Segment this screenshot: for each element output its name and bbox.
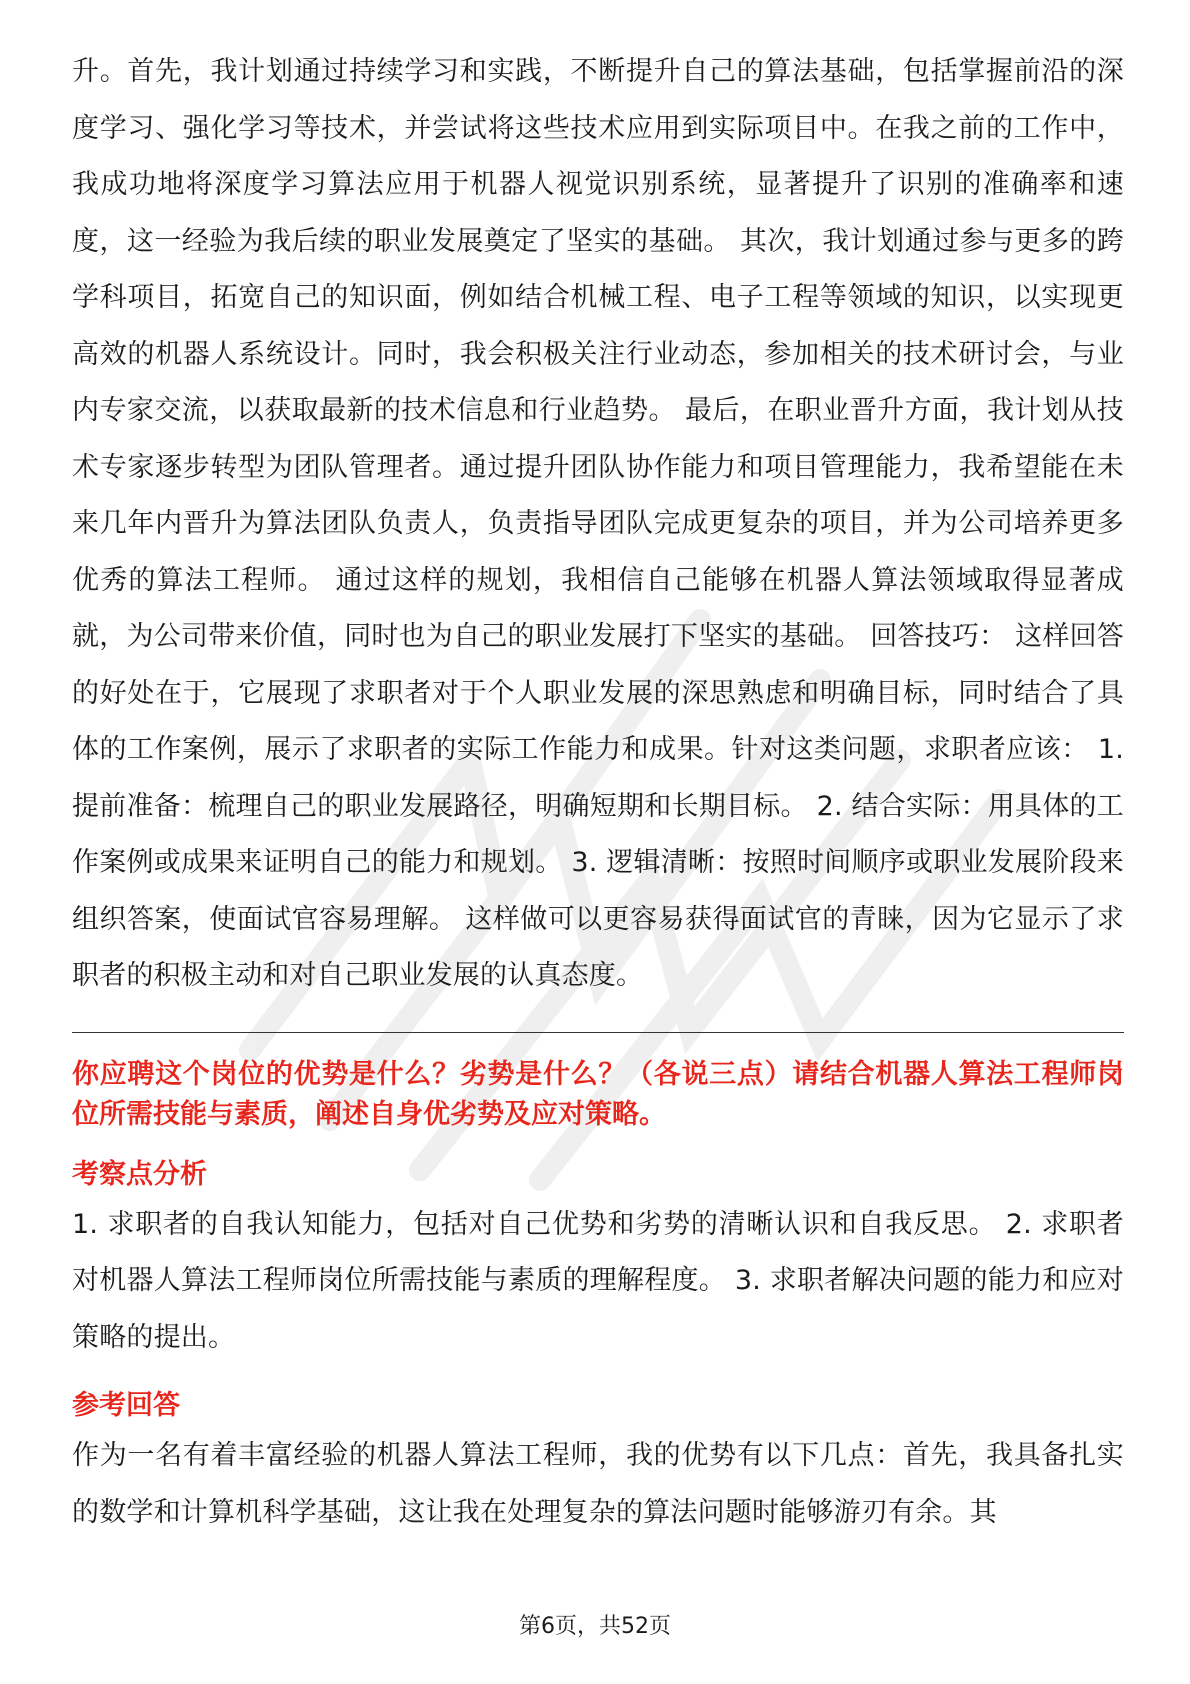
analysis-heading: 考察点分析 [72,1158,207,1190]
page-number: 第6页，共52页 [519,1614,671,1639]
answer-text: 作为一名有着丰富经验的机器人算法工程师，我的优势有以下几点：首先，我具备扎实的数学和计算机科学基础，这让我在处理复杂的算法问题时能够游刃有余。其 [72,1440,1124,1528]
analysis-text: 1. 求职者的自我认知能力，包括对自己优势和劣势的清晰认识和自我反思。 2. 求职者对机器人算法工程师岗位所需技能与素质的理解程度。 3. 求职者解决问题的能力和应对策略的提出。 [72,1208,1124,1353]
answer-heading: 参考回答 [72,1390,180,1421]
section-divider [72,1032,1124,1033]
question-title: 你应聘这个岗位的优势是什么？劣势是什么？（各说三点）请结合机器人算法工程师岗位所需技能与素质，阐述自身优劣势及应对策略。 [72,1058,1124,1130]
document-body [72,44,1124,1541]
previous-answer-continuation: 升。首先，我计划通过持续学习和实践，不断提升自己的算法基础，包括掌握前沿的深度学习、强化学习等技术，并尝试将这些技术应用到实际项目中。在我之前的工作中，我成功地将深度学习算法应用于机器人视觉识别系统，显著提升了识别的准确率和速度，这一经验为我后续的职业发展奠定了坚实的基础。 其次，我计划通过参与更多的跨学科项目，拓宽自己的知识面，例如结合机械工程、电子工程等领域的知识，以实现更高效的机器人系统设计。同时，我会积极关注行业动态，参加相关的技术研讨会，与业内专家交流，以获取最新的技术信息和行业趋势。 最后，在职业晋升方面，我计划从技术专家逐步转型为团队管理者。通过提升团队协作能力和项目管理能力，我希望能在未来几年内晋升为算法团队负责人，负责指导团队完成更复杂的项目，并为公司培养更多优秀的算法工程师。 通过这样的规划，我相信自己能够在机器人算法领域取得显著成就，为公司带来价值，同时也为自己的职业发展打下坚实的基础。 回答技巧： 这样回答的好处在于，它展现了求职者对于个人职业发展的深思熟虑和明确目标，同时结合了具体的工作案例，展示了求职者的实际工作能力和成果。针对这类问题，求职者应该： 1. 提前准备：梳理自己的职业发展路径，明确短期和长期目标。 2. 结合实际：用具体的工作案例或成果来证明自己的能力和规划。 3. 逻辑清晰：按照时间顺序或职业发展阶段来组织答案，使面试官容易理解。 这样做可以更容易获得面试官的青睐，因为它显示了求职者的积极主动和对自己职业发展的认真态度。 [72,56,1124,991]
